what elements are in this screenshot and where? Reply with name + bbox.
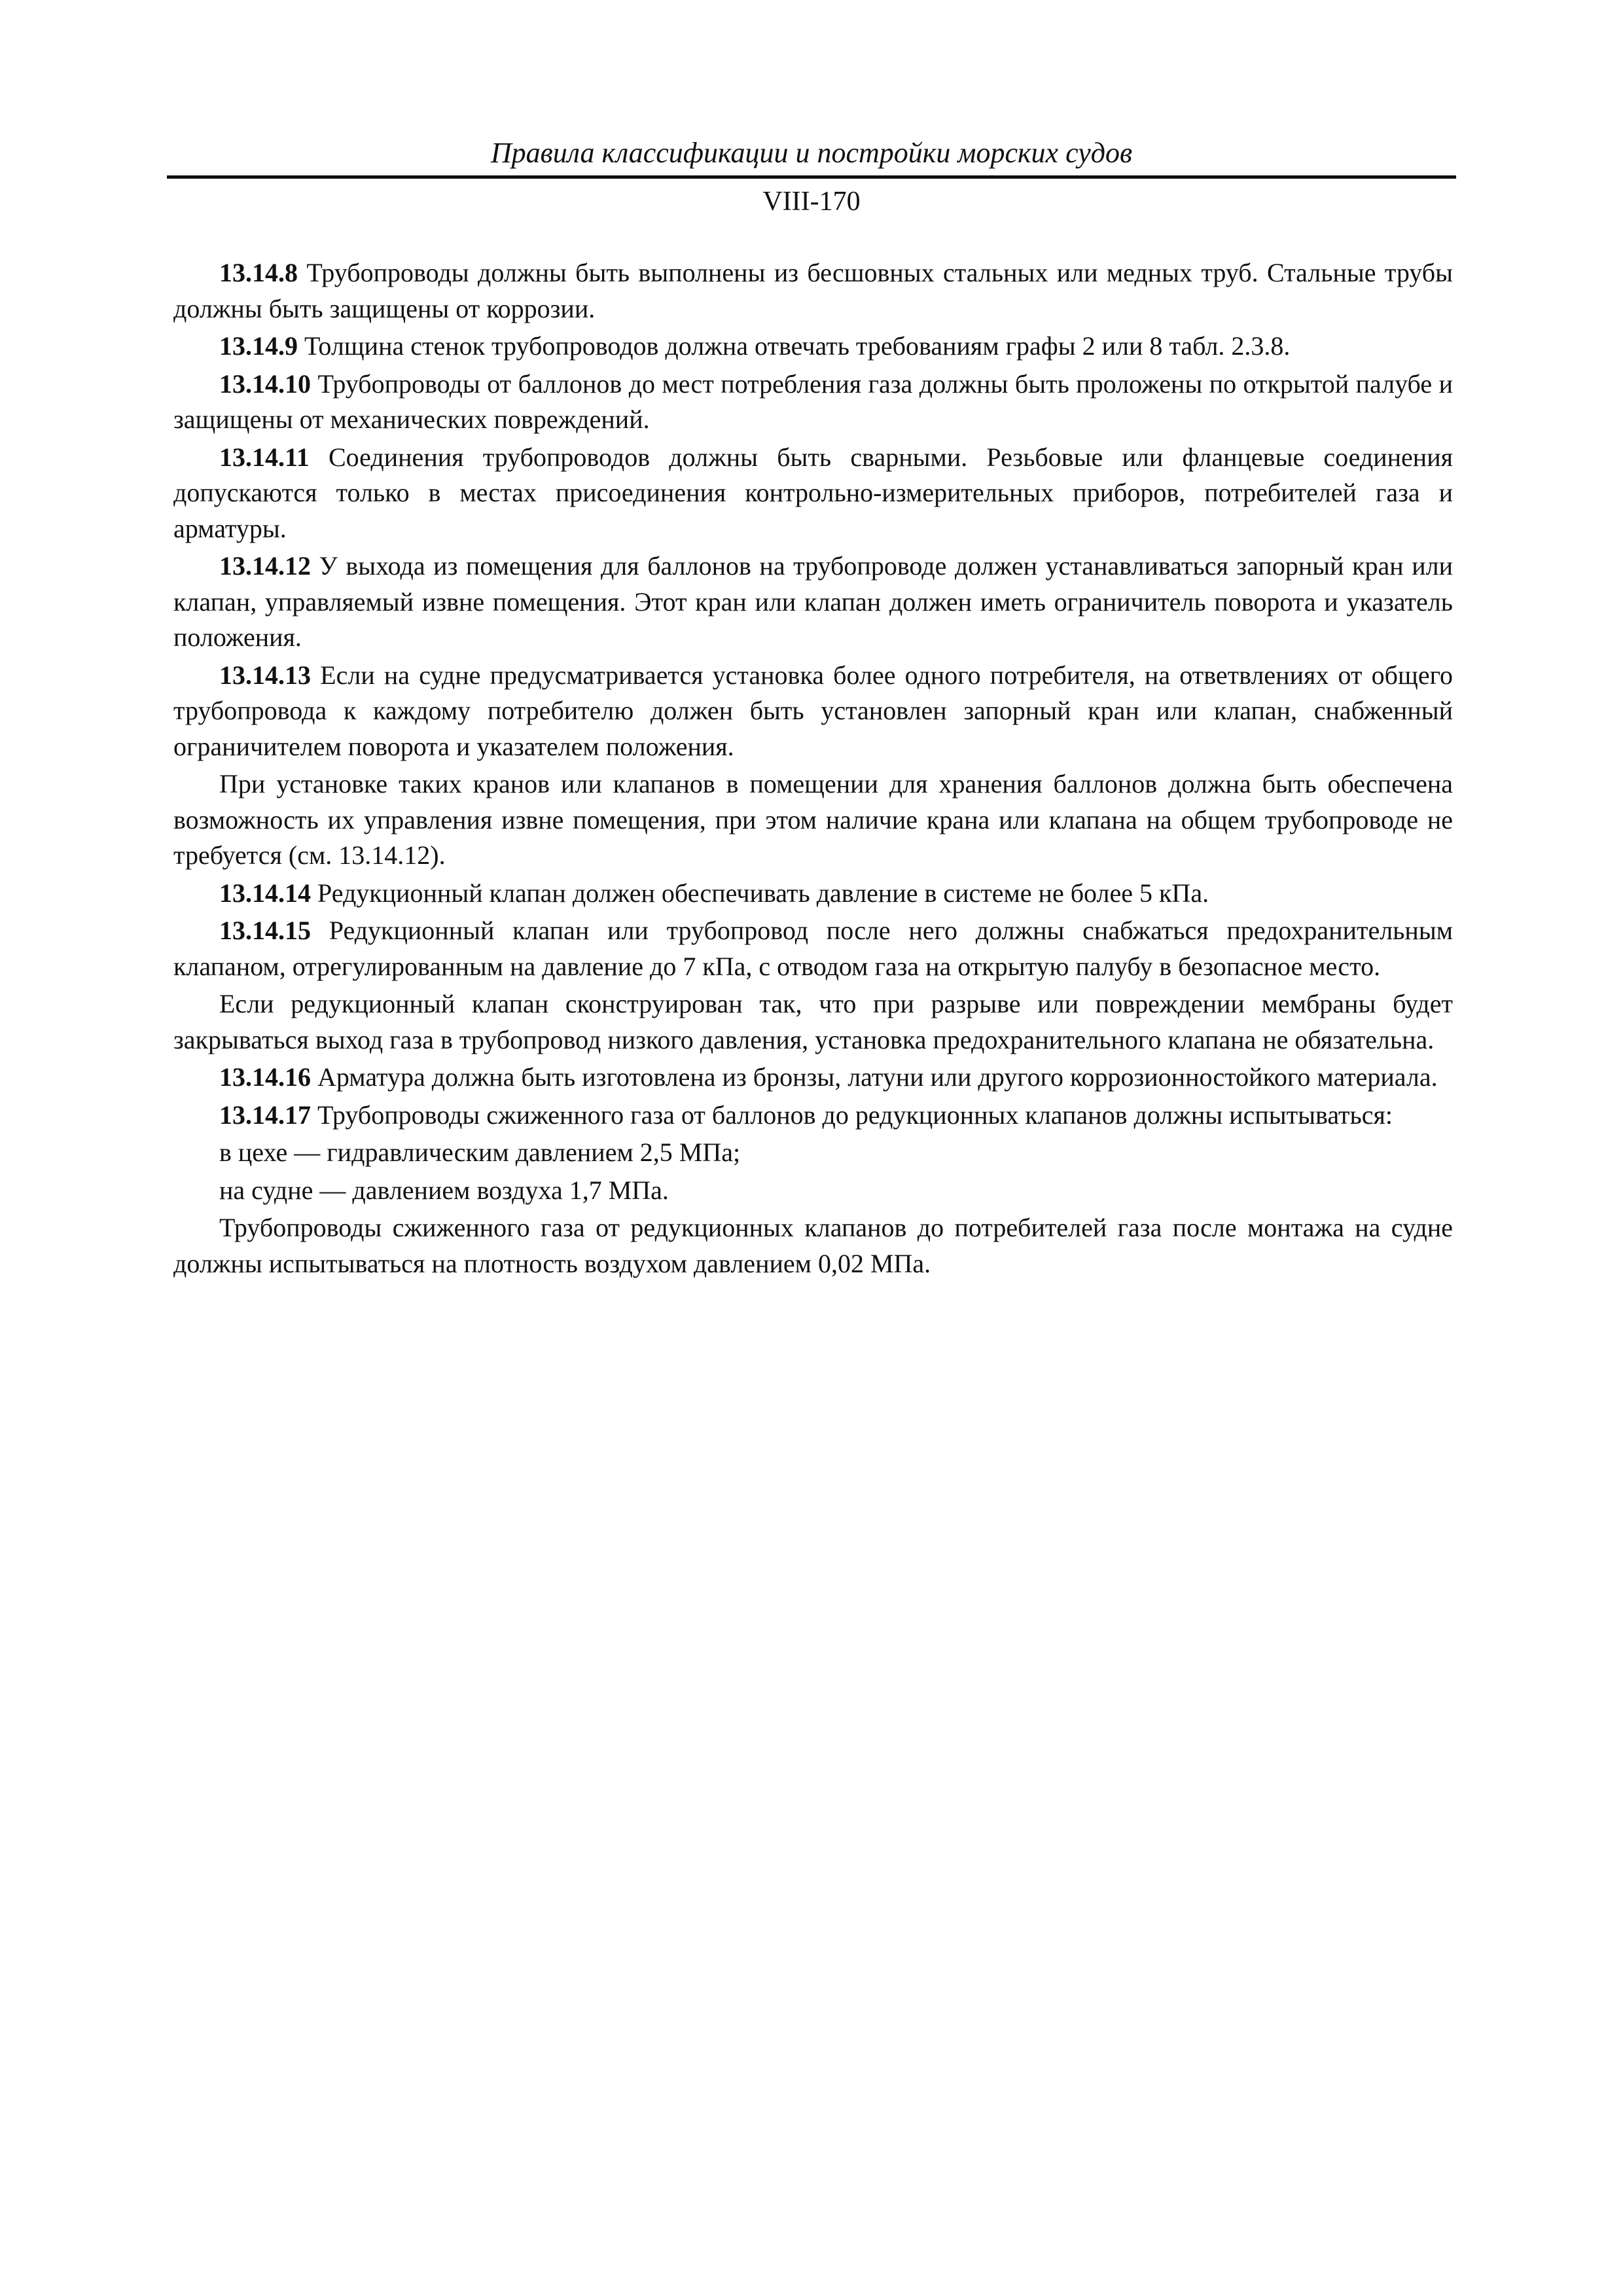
paragraph-13-14-12 — [173, 548, 1453, 656]
section-number: 13.14.9 — [219, 331, 298, 361]
paragraph-13-14-15-note — [173, 986, 1453, 1058]
paragraph-13-14-10 — [173, 367, 1453, 438]
paragraph-13-14-14 — [173, 876, 1453, 912]
paragraph-13-14-9 — [173, 329, 1453, 365]
paragraph-text: Редукционный клапан или трубопровод после него должны снабжаться предохранительным клапаном, отрегулированным на давление до 7 кПа, с отводом газа на открытую палубу в безопасное место. — [173, 916, 1453, 981]
paragraph-13-14-16 — [173, 1060, 1453, 1096]
paragraph-13-14-13 — [173, 658, 1453, 765]
document-body — [173, 255, 1453, 1283]
paragraph-text: в цехе — гидравлическим давлением 2,5 МПа; — [219, 1138, 741, 1167]
paragraph-text: При установке таких кранов или клапанов в помещении для хранения баллонов должна быть обеспечена возможность их управления извне помещения, при этом наличие крана или клапана на общем трубопроводе не требуется (см. 13.14.12). — [173, 769, 1453, 870]
paragraph-13-14-13-note — [173, 766, 1453, 874]
paragraph-text: на судне — давлением воздуха 1,7 МПа. — [219, 1175, 669, 1205]
section-number: 13.14.8 — [219, 258, 298, 287]
running-header-title: Правила классификации и постройки морских судов — [490, 137, 1133, 169]
section-number: 13.14.17 — [219, 1100, 311, 1130]
paragraph-text: Трубопроводы должны быть выполнены из бесшовных стальных или медных труб. Стальные трубы должны быть защищены от коррозии. — [173, 258, 1453, 323]
paragraph-13-14-11 — [173, 440, 1453, 547]
header-divider — [167, 175, 1456, 179]
paragraph-text: Редукционный клапан должен обеспечивать давление в системе не более 5 кПа. — [311, 878, 1209, 908]
section-number: 13.14.16 — [219, 1062, 311, 1092]
section-number: 13.14.10 — [219, 368, 311, 399]
paragraph-text: Трубопроводы сжиженного газа от баллонов до редукционных клапанов должны испытываться: — [311, 1100, 1393, 1130]
paragraph-13-14-8 — [173, 255, 1453, 327]
section-number: 13.14.12 — [219, 551, 311, 581]
paragraph-text: Если на судне предусматривается установка более одного потребителя, на ответвлениях от общего трубопровода к каждому потребителю должен быть установлен запорный кран или клапан, снабженный ограничителем поворота и указателем положения. — [173, 660, 1453, 761]
paragraph-text: Если редукционный клапан сконструирован так, что при разрыве или повреждении мембраны будет закрываться выход газа в трубопровод низкого давления, установка предохранительного клапана не обязательна. — [173, 989, 1453, 1054]
paragraph-13-14-15 — [173, 913, 1453, 984]
section-number: 13.14.15 — [219, 916, 311, 945]
section-number: 13.14.11 — [219, 442, 310, 472]
section-number: 13.14.13 — [219, 660, 311, 690]
paragraph-text: Арматура должна быть изготовлена из бронзы, латуни или другого коррозионностойкого материала. — [311, 1062, 1438, 1092]
paragraph-13-14-17 — [173, 1098, 1453, 1134]
paragraph-text: Соединения трубопроводов должны быть сварными. Резьбовые или фланцевые соединения допускаются только в местах присоединения контрольно-измерительных приборов, потребителей газа и арматуры. — [173, 442, 1453, 543]
paragraph-text: Трубопроводы от баллонов до мест потребления газа должны быть проложены по открытой палубе и защищены от механических повреждений. — [173, 368, 1453, 434]
paragraph-test-workshop — [173, 1135, 1453, 1171]
paragraph-text: У выхода из помещения для баллонов на трубопроводе должен устанавливаться запорный кран или клапан, управляемый извне помещения. Этот кран или клапан должен иметь ограничитель поворота и указатель положения. — [173, 551, 1453, 652]
paragraph-text: Толщина стенок трубопроводов должна отвечать требованиям графы 2 или 8 табл. 2.3.8. — [298, 331, 1291, 361]
paragraph-test-ship — [173, 1173, 1453, 1209]
paragraph-tightness-test — [173, 1210, 1453, 1282]
paragraph-text: Трубопроводы сжиженного газа от редукционных клапанов до потребителей газа после монтажа на судне должны испытываться на плотность воздухом давлением 0,02 МПа. — [173, 1213, 1453, 1278]
section-number: 13.14.14 — [219, 878, 311, 908]
page-number: VIII-170 — [762, 187, 861, 217]
